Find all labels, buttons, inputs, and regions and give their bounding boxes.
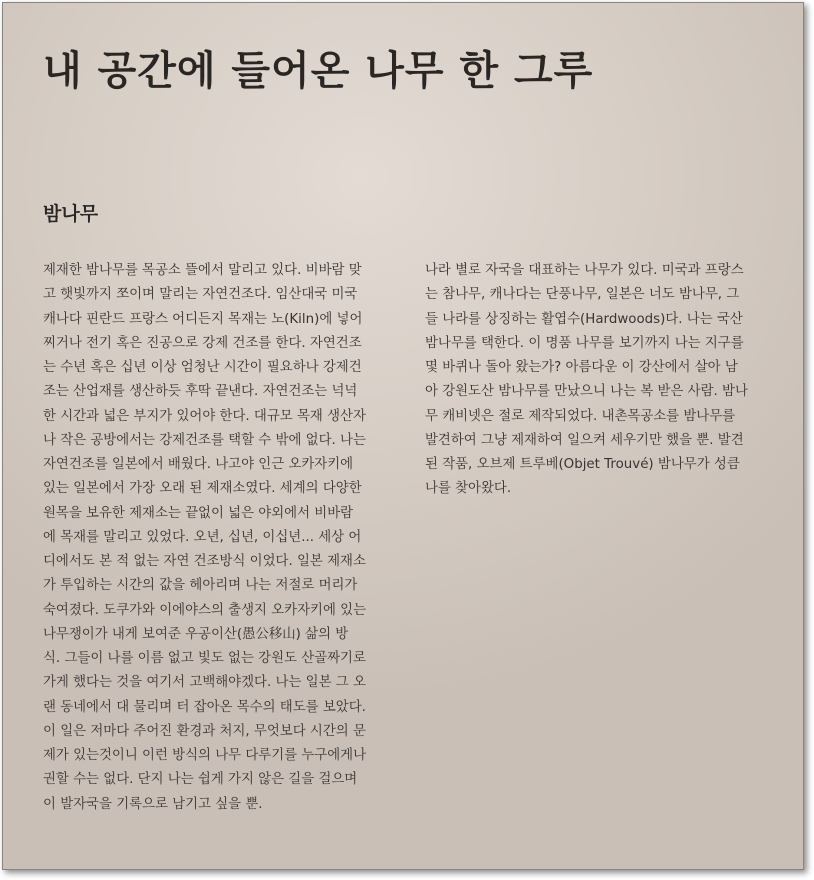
text-line: 숙여졌다. 도쿠가와 이에야스의 출생지 오카자키에 있는 — [43, 602, 367, 618]
wall-panel-photo — [2, 2, 804, 870]
text-line: 식. 그들이 나를 이름 없고 빛도 없는 강원도 산골짜기로 — [43, 651, 366, 666]
text-line: 나무쟁이가 내게 보여준 우공이산(愚公移山) 삶의 방 — [43, 626, 349, 642]
text-line: 제재한 밤나무를 목공소 뜰에서 말리고 있다. 비바람 맞 — [43, 263, 362, 278]
text-line: 몇 바퀴나 돌아 왔는가? 아름다운 이 강산에서 살아 남 — [425, 360, 738, 375]
text-line: 제가 있는것이니 이런 방식의 나무 다루기를 누구에게나 — [43, 748, 367, 763]
text-line: 는 수년 혹은 십년 이상 엄청난 시간이 필요하나 강제건 — [43, 360, 362, 375]
text-line: 무 캐비넷은 절로 제작되었다. 내촌목공소를 밤나무를 — [425, 408, 736, 424]
text-line: 아 강원도산 밤나무를 만났으니 나는 복 받은 사람. 밤나 — [425, 384, 748, 400]
panel-title: 내 공간에 들어온 나무 한 그루 — [43, 47, 594, 94]
text-line: 된 작품, 오브제 트루베(Objet Trouvé) 밤나무가 성큼 — [425, 457, 740, 472]
text-line: 있는 일본에서 가장 오래 된 제재소였다. 세계의 다양한 — [43, 481, 362, 497]
left-text-column — [43, 259, 395, 817]
text-line: 가 투입하는 시간의 값을 헤아리며 나는 저절로 머리가 — [43, 578, 358, 594]
text-line: 한 시간과 넓은 부지가 있어야 한다. 대규모 목재 생산자 — [43, 408, 366, 424]
text-line: 나를 찾아왔다. — [425, 481, 512, 497]
text-line: 발견하여 그냥 제재하여 일으켜 세우기만 했을 뿐. 발견 — [425, 432, 744, 448]
text-line: 가게 했다는 것을 여기서 고백해야겠다. 나는 일본 그 오 — [43, 675, 366, 691]
text-line: 이 발자국을 기록으로 남기고 싶을 뿐. — [43, 796, 263, 812]
text-line: 나 작은 공방에서는 강제건조를 택할 수 밖에 없다. 나는 — [43, 432, 366, 448]
text-line: 권할 수는 없다. 단지 나는 쉽게 가지 않은 길을 걸으며 — [43, 772, 358, 788]
text-line: 밤나무를 택한다. 이 명품 나무를 보기까지 나는 지구를 — [425, 335, 744, 351]
text-line: 고 햇빛까지 쪼이며 말리는 자연건조다. 임산대국 미국 — [43, 287, 358, 303]
panel-subtitle: 밤나무 — [43, 203, 99, 225]
text-line: 원목을 보유한 제재소는 끝없이 넓은 야외에서 비바람 — [43, 505, 354, 521]
text-line: 자연건조를 일본에서 배웠다. 나고야 인근 오카자키에 — [43, 457, 354, 472]
right-text-column — [425, 259, 787, 502]
text-line: 조는 산업재를 생산하듯 후딱 끝낸다. 자연건조는 넉넉 — [43, 384, 358, 400]
text-line: 찌거나 전기 혹은 진공으로 강제 건조를 한다. 자연건조 — [43, 335, 362, 351]
text-line: 이 일은 저마다 주어진 환경과 처지, 무엇보다 시간의 문 — [43, 723, 366, 739]
text-line: 들 나라를 상징하는 활엽수(Hardwoods)다. 나는 국산 — [425, 311, 743, 327]
text-line: 에 목재를 말리고 있었다. 오년, 십년, 이십년... 세상 어 — [43, 529, 362, 545]
text-line: 디에서도 본 적 없는 자연 건조방식 이었다. 일본 제재소 — [43, 554, 366, 569]
text-line: 나라 별로 자국을 대표하는 나무가 있다. 미국과 프랑스 — [425, 263, 744, 278]
text-line: 랜 동네에서 대 물리며 터 잡아온 목수의 태도를 보았다. — [43, 699, 366, 715]
text-line: 는 참나무, 캐나다는 단풍나무, 일본은 너도 밤나무, 그 — [425, 287, 740, 303]
text-line: 캐나다 핀란드 프랑스 어디든지 목재는 노(Kiln)에 넣어 — [43, 311, 363, 327]
